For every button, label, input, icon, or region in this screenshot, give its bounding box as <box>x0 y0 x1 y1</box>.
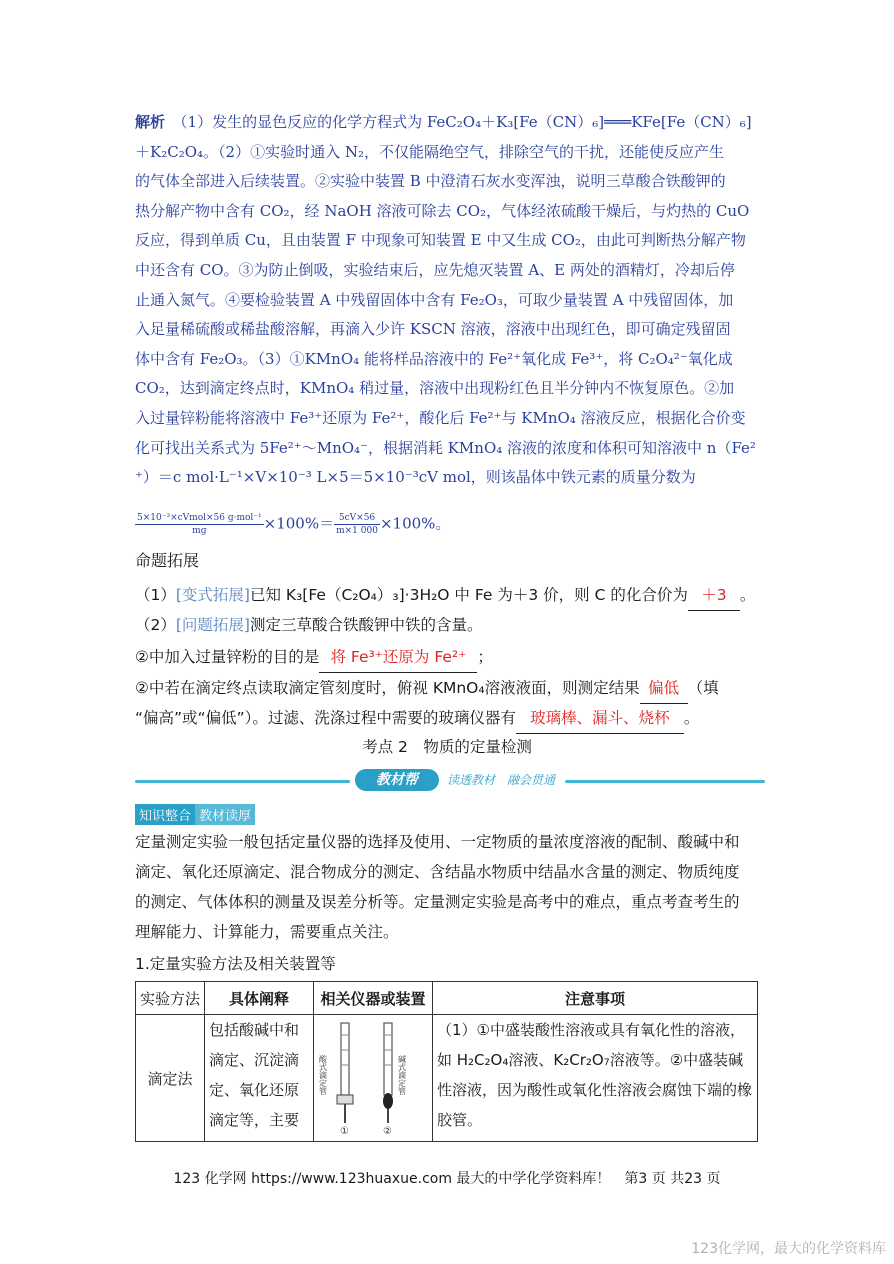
analysis-line: ⁺）＝c mol·L⁻¹×V×10⁻³ L×5＝5×10⁻³cV mol，则该晶体中铁元素的质量分数为 <box>135 468 696 487</box>
site-watermark: 123化学网，最大的化学资料库 <box>691 1241 886 1257</box>
analysis-line: 入足量稀硫酸或稀盐酸溶解，再滴入少许 KSCN 溶液，溶液中出现红色，即可确定残留固 <box>135 320 731 339</box>
banner-badge: 教材帮 <box>355 769 439 791</box>
page-footer: 123 化学网 https://www.123huaxue.com 最大的中学化学资料库！ 第3 页 共23 页 <box>173 1171 721 1187</box>
analysis-label: 解析 <box>135 113 166 131</box>
analysis-line: CO₂，达到滴定终点时，KMnO₄ 稍过量，溶液中出现粉红色且半分钟内不恢复原色。②加 <box>135 379 735 398</box>
label-1: ① <box>340 1126 349 1137</box>
answer-blank: 偏低 <box>640 673 688 704</box>
acid-burette-label: 酸式滴定管 <box>318 1055 328 1095</box>
fraction-1: $\frac{\text{5×10⁻³×cVmol×56 g·mol⁻¹}}{mg}$ <box>137 513 262 536</box>
subheading: 1.定量实验方法及相关装置等 <box>135 955 336 973</box>
fraction-2: $\frac{5cV\times 56}{m\times 1 000}$ <box>336 513 378 536</box>
table-header-row <box>136 982 758 1015</box>
cell-explain: 包括酸碱中和滴定、沉淀滴定、氧化还原滴定等，主要 <box>205 1015 314 1142</box>
textbook-banner <box>135 768 765 794</box>
analysis-paragraph <box>135 108 760 493</box>
analysis-line: ＋K₂C₂O₄。（2）①实验时通入 N₂，不仅能隔绝空气，排除空气的干扰，还能使反应产生 <box>135 142 724 161</box>
analysis-line: 反应，得到单质 Cu，且由装置 F 中现象可知装置 E 中又生成 CO₂，由此可判断热分解产物 <box>135 231 746 250</box>
cell-notes: （1）①中盛装酸性溶液或具有氧化性的溶液，如 H₂C₂O₄溶液、K₂Cr₂O₇溶液等。②中盛装碱性溶液，因为酸性或氧化性溶液会腐蚀下端的橡胶管。 <box>433 1015 758 1142</box>
banner-slogan: 读透教材 融会贯通 <box>447 773 556 787</box>
burette-diagram <box>314 1015 424 1137</box>
methods-table <box>135 981 758 1142</box>
analysis-line: 入过量锌粉能将溶液中 Fe³⁺还原为 Fe²⁺，酸化后 Fe²⁺与 KMnO₄ 溶液反应，根据化合价变 <box>135 408 746 427</box>
cell-method: 滴定法 <box>136 1015 205 1142</box>
analysis-line: 中还含有 CO。③为防止倒吸，实验结束后，应先熄灭装置 A、E 两处的酒精灯，冷却后停 <box>135 260 735 279</box>
answer-blank: 玻璃棒、漏斗、烧杯 <box>516 703 684 734</box>
header-method: 实验方法 <box>136 982 205 1015</box>
knowledge-tags <box>135 804 255 825</box>
extension-q2b-cont: “偏高”或“偏低”）。过滤、洗涤过程中需要的玻璃仪器有 玻璃棒、漏斗、烧杯 。 <box>135 703 775 734</box>
intro-paragraph: 定量测定实验一般包括定量仪器的选择及使用、一定物质的量浓度溶液的配制、酸碱中和 滴定、氧化还原滴定、混合物成分的测定、含结晶水物质中结晶水含量的测定、物质纯度 的测定、气体体积的测量及误差分析等。定量测定实验是高考中的难点，重点考查考生的 理解能力、计算能力，需要重点关注。 <box>135 833 740 941</box>
base-burette-label: 碱式滴定管 <box>397 1055 407 1095</box>
banner-line-left <box>135 780 350 783</box>
answer-blank: ＋3 <box>688 580 740 611</box>
header-apparatus: 相关仪器或装置 <box>314 982 433 1015</box>
variant-tag: [变式拓展] <box>175 586 250 604</box>
question-tag: [问题拓展] <box>175 616 250 634</box>
header-notes: 注意事项 <box>433 982 758 1015</box>
label-2: ② <box>383 1126 392 1137</box>
extension-q1: （1）[变式拓展]已知 K₃[Fe（C₂O₄）₃]·3H₂O 中 Fe 为＋3 价，则 C 的化合价为 ＋3 。 <box>135 580 775 611</box>
mass-fraction-formula: $\frac{\text{5×10⁻³×cVmol×56 g·mol⁻¹}}{mg}$ ×100%＝ $\frac{5cV\times 56}{m\times 1 000}$ ×100%。 <box>137 513 451 536</box>
header-explain: 具体阐释 <box>205 982 314 1015</box>
analysis-line: 止通入氮气。④要检验装置 A 中残留固体中含有 Fe₂O₃，可取少量装置 A 中残留固体，加 <box>135 290 734 309</box>
table-row <box>136 1015 758 1142</box>
analysis-line: 体中含有 Fe₂O₃。（3）①KMnO₄ 能将样品溶液中的 Fe²⁺氧化成 Fe³⁺，将 C₂O₄²⁻氧化成 <box>135 349 733 368</box>
banner-line-right <box>565 780 765 783</box>
analysis-line: 的气体全部进入后续装置。②实验中装置 B 中澄清石灰水变浑浊，说明三草酸合铁酸钾的 <box>135 172 726 191</box>
answer-blank: 将 Fe³⁺还原为 Fe²⁺ <box>319 642 477 673</box>
cell-apparatus <box>314 1015 433 1142</box>
tag-textbook-deep-read: 教材读厚 <box>195 804 255 825</box>
extension-q2a: ②中加入过量锌粉的目的是 将 Fe³⁺还原为 Fe²⁺ ； <box>135 642 775 673</box>
analysis-line: 解析 （1）发生的显色反应的化学方程式为 FeC₂O₄＋K₃[Fe（CN）₆]═══KFe[Fe（CN）₆] <box>135 113 752 131</box>
section-title: 考点 2 物质的定量检测 <box>362 738 532 756</box>
extension-q2b: ②中若在滴定终点读取滴定管刻度时，俯视 KMnO₄溶液液面，则测定结果 偏低 （填 <box>135 673 775 704</box>
analysis-line: 热分解产物中含有 CO₂，经 NaOH 溶液可除去 CO₂，气体经浓硫酸干燥后，与灼热的 CuO <box>135 201 750 220</box>
extension-title: 命题拓展 <box>135 551 200 570</box>
tag-knowledge-integration: 知识整合 <box>135 804 195 825</box>
analysis-line: 化可找出关系式为 5Fe²⁺～MnO₄⁻，根据消耗 KMnO₄ 溶液的浓度和体积可知溶液中 n（Fe² <box>135 438 756 457</box>
extension-q2: （2）[问题拓展]测定三草酸合铁酸钾中铁的含量。 <box>135 616 483 634</box>
